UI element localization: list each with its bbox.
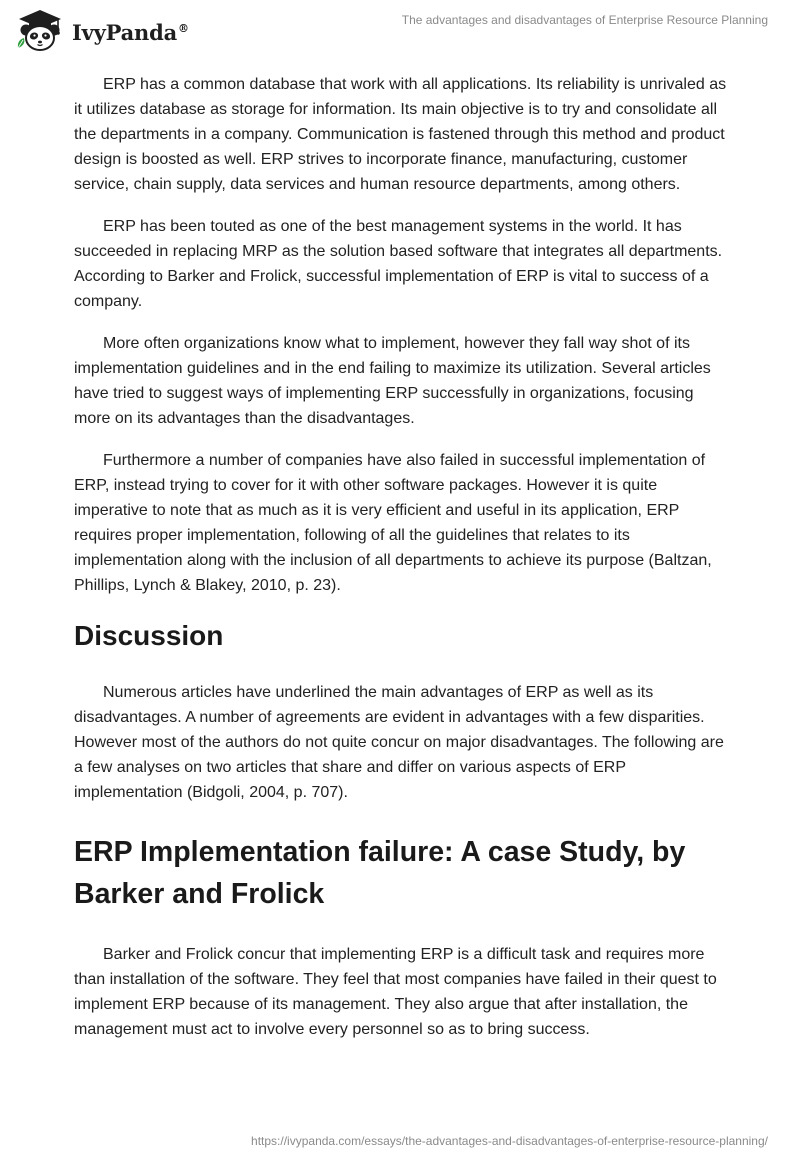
- paragraph: Barker and Frolick concur that implementing ERP is a difficult task and requires more than installation of the software. They feel that most companies have failed in their quest to implement ERP because of its management. They also argue that after installation, the management must act to involve every personnel so as to bring success.: [74, 946, 717, 1038]
- panda-graduate-icon: [14, 8, 66, 54]
- page-header: [0, 0, 800, 64]
- section-heading-case-study: ERP Implementation failure: A case Study, by Barker and Frolick: [74, 836, 686, 910]
- paragraph: Furthermore a number of companies have also failed in successful implementation of ERP, instead trying to cover for it with other software packages. However it is quite imperative to note that as much as it is very efficient and useful in its application, ERP requires proper implementation, following of all the guidelines that relates to its implementation along with the inclusion of all departments to achieve its purpose (Baltzan, Phillips, Lynch & Blakey, 2010, p. 23).: [74, 452, 712, 594]
- brand-name: IvyPanda®: [72, 19, 189, 45]
- source-url[interactable]: https://ivypanda.com/essays/the-advantages-and-disadvantages-of-enterprise-resource-planning/: [251, 1134, 768, 1148]
- section-heading-discussion: Discussion: [74, 620, 224, 651]
- paragraph: More often organizations know what to implement, however they fall way shot of its implementation guidelines and in the end failing to maximize its utilization. Several articles have tried to suggest ways of implementing ERP successfully in organizations, focusing more on its advantages than the disadvantages.: [74, 335, 711, 427]
- document-title: The advantages and disadvantages of Enterprise Resource Planning: [401, 13, 768, 27]
- paragraph: Numerous articles have underlined the main advantages of ERP as well as its disadvantages. A number of agreements are evident in advantages with a few disparities. However most of the authors do not quite concur on major disadvantages. The following are a few analyses on two articles that share and differ on various aspects of ERP implementation (Bidgoli, 2004, p. 707).: [74, 684, 724, 801]
- registered-mark: ®: [178, 21, 189, 35]
- paragraph: ERP has a common database that work with all applications. Its reliability is unrivaled as it utilizes database as storage for information. Its main objective is to try and consolidate all the departments in a company. Communication is fastened through this method and product design is boosted as well. ERP strives to incorporate finance, manufacturing, customer service, chain supply, data services and human resource departments, among others.: [74, 76, 727, 193]
- ivypanda-logo[interactable]: [14, 8, 189, 54]
- paragraph: ERP has been touted as one of the best management systems in the world. It has succeeded in replacing MRP as the solution based software that integrates all departments. According to Barker and Frolick, successful implementation of ERP is vital to success of a company.: [74, 218, 723, 310]
- essay-content: [74, 72, 734, 1059]
